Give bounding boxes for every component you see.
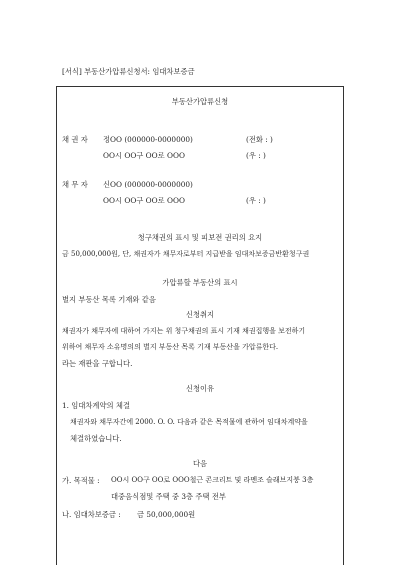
reason-item-line: 채권자와 채무자간에 2000. O. O. 다음과 같은 목적물에 관하여 임대차계약을 — [70, 418, 308, 426]
claim-heading: 청구채권의 표시 및 피보전 권리의 요지 — [137, 233, 263, 242]
creditor-address: OO시 OO구 OO로 OOO — [103, 151, 185, 160]
debtor-postal: (우 : ) — [246, 196, 266, 205]
debtor-name: 신OO (000000-0000000) — [103, 180, 193, 189]
purpose-line: 라는 재판을 구합니다. — [62, 359, 133, 368]
creditor-postal: (우 : ) — [246, 151, 266, 160]
reason-item-line: 체결하였습니다. — [70, 434, 122, 443]
document-title: 부동산가압류신청 — [171, 97, 229, 106]
debtor-label: 채 무 자 — [62, 180, 88, 189]
creditor-phone: (전화 : ) — [246, 135, 273, 144]
purpose-heading: 신청취지 — [185, 310, 215, 319]
form-header: [서식] 부동산가압류신청서: 임대차보증금 — [62, 67, 195, 76]
ga-label: 가. 목적물 : — [62, 476, 100, 485]
ga-line: 대중음식점및 주택 중 3층 주택 전부 — [111, 492, 226, 501]
na-label: 나. 임대차보증금 : — [62, 510, 121, 519]
claim-text: 금 50,000,000원, 단, 채권자가 채무자로부터 지급받을 임대차보증금반환청구권 — [62, 250, 310, 258]
property-heading: 가압류할 부동산의 표시 — [162, 278, 238, 287]
na-value: 금 50,000,000원 — [137, 510, 196, 519]
reason-item-title: 1. 임대차계약의 체결 — [62, 401, 130, 410]
property-text: 별지 부동산 목록 기재와 같음 — [62, 295, 156, 304]
next-heading: 다음 — [192, 459, 208, 468]
reasons-heading: 신청이유 — [185, 384, 215, 393]
ga-line: OO시 OO구 OO로 OOO철근 콘크리트 및 라멘조 슬래브지붕 3층 — [111, 476, 314, 484]
creditor-name: 정OO (000000-0000000) — [103, 135, 193, 144]
creditor-label: 채 권 자 — [62, 135, 88, 144]
purpose-line: 채권자가 채무자에 대하여 가지는 위 청구채권의 표시 기재 채권집행을 보전하기 — [62, 327, 306, 335]
debtor-address: OO시 OO구 OO로 OOO — [103, 196, 185, 205]
purpose-line: 위하여 채무자 소유명의의 별지 부동산 목록 기재 부동산을 가압류한다. — [62, 343, 279, 351]
